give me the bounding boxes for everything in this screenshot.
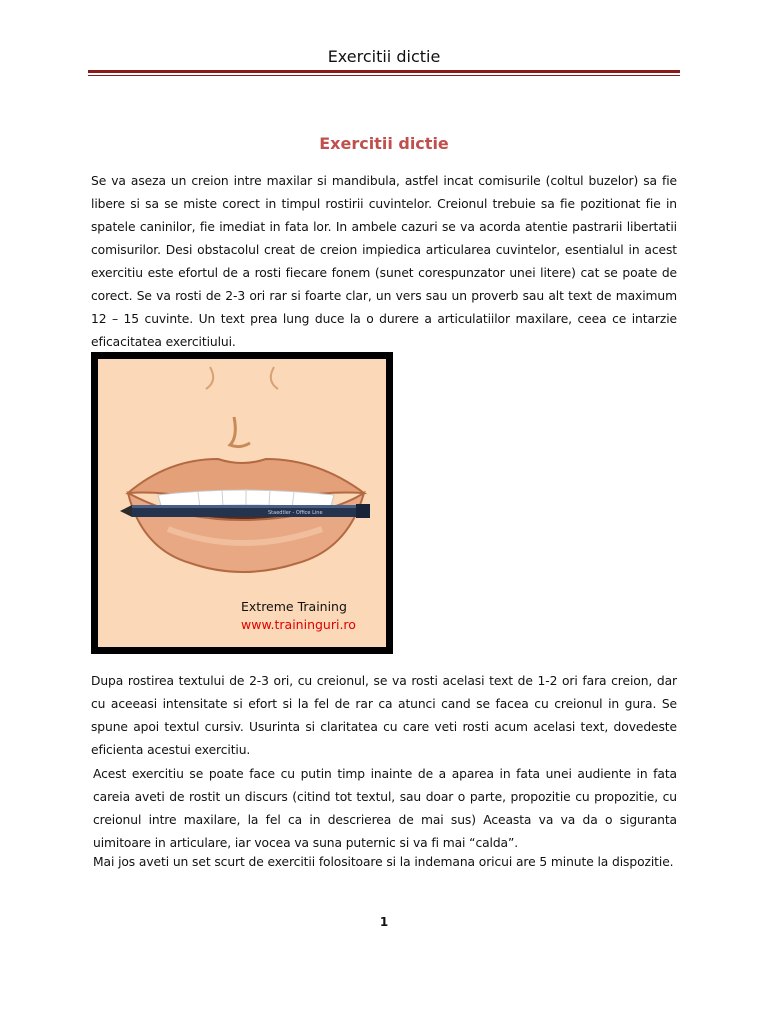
header-rule-thin xyxy=(88,75,680,76)
running-header: Exercitii dictie xyxy=(327,47,441,66)
page-number: 1 xyxy=(379,915,389,929)
lips-pencil-illustration xyxy=(98,359,386,647)
paragraph-1: Se va aseza un creion intre maxilar si mandibula, astfel incat comisurile (coltul buzelor) sa fie libere si sa se miste corect in timpul rostirii cuvintelor. Creionul trebuie sa fie pozitionat fie in spatele caninilor, fie imediat in fata lor. In ambele cazuri se va acorda atentie pastrarii libertatii comisurilor. Desi obstacolul creat de creion impiedica articularea cuvintelor, esentialul in acest exercitiu este efortul de a rosti fiecare fonem (sunet corespunzator unei litere) cat se poate de corect. Se va rosti de 2-3 ori rar si foarte clar, un vers sau un proverb sau alt text de maximum 12 – 15 cuvinte. Un text prea lung duce la o durere a articulatiilor maxilare, ceea ce intarzie eficacitatea exercitiului. xyxy=(91,174,677,349)
paragraph-4: Mai jos aveti un set scurt de exercitii folositoare si la indemana oricui are 5 minute la dispozitie. xyxy=(93,855,674,869)
pencil-label: Staedtler - Office Line xyxy=(268,510,323,516)
figure-image xyxy=(98,359,386,647)
figure-frame xyxy=(91,352,393,654)
header-rule-thick xyxy=(88,70,680,73)
figure-caption-brand: Extreme Training xyxy=(241,599,347,614)
paragraph-2: Dupa rostirea textului de 2-3 ori, cu creionul, se va rosti acelasi text de 1-2 ori fara creion, dar cu aceeasi intensitate si efort si la fel de rar ca atunci cand se facea cu creionul in gura. Se spune apoi textul cursiv. Usurinta si claritatea cu care veti rosti acum acelasi text, dovedeste eficienta acestui exercitiu. xyxy=(91,674,677,757)
paragraph-3: Acest exercitiu se poate face cu putin timp inainte de a aparea in fata unei audiente in fata careia aveti de rostit un discurs (citind tot textul, sau doar o parte, propozitie cu propozitie, cu creionul intre maxilare, la fel ca in descrierea de mai sus) Aceasta va va da o siguranta uimitoare in articulare, iar vocea va suna puternic si va fi mai “calda”. xyxy=(93,767,677,850)
figure-caption-url: www.traininguri.ro xyxy=(241,617,356,632)
document-title: Exercitii dictie xyxy=(319,134,449,153)
